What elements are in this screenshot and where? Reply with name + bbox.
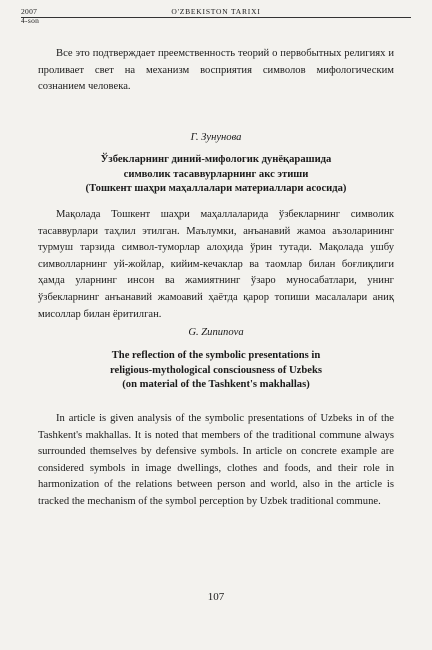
title-uzbek [38, 153, 394, 197]
abstract-uzbek: Мақолада Тошкент шаҳри маҳаллаларида ўзбекларнинг символик тасаввурлари таҳлил этилган. Маълумки, анъанавий жамоа аъзоларининг турмуш тарзида символ-туморлар алоҳида ўрин тутади. Мақолада ушбу символларнинг уй-жойлар, кийим-кечаклар ва таомлар билан боғлиқлиги ҳамда уларнинг инсон ва жамиятнинг ўзаро муносабатлари, унинг ўзбекларнинг анъанавий жамоавий ҳаётда қарор топиши масалалари аниқ мисоллар билан ёритилган. [38, 209, 394, 320]
running-header [21, 7, 411, 31]
header-rule [21, 17, 411, 18]
author-uzbek: Г. Зунунова [190, 132, 242, 143]
title-english [38, 349, 394, 393]
abstract-english: In article is given analysis of the symbolic presentations of Uzbeks in of the Tashkent's makhallas. It is noted that members of the traditional commune always surrounded themselves by defensive symbols. In article on concrete example are considered symbols in image dwellings, clothes and foods, and their role in harmonization of the relations between person and world, also in the article is tracked the mechanism of the symbol perception by Uzbek traditional commune. [38, 413, 394, 507]
title-uzbek-line: (Тошкент шаҳри маҳаллалари материаллари асосида) [85, 183, 347, 195]
header-year: 2007 [21, 7, 38, 16]
title-uzbek-line: Ўзбекларнинг диний-мифологик дунёқарашида [100, 154, 332, 165]
title-english-line: (on material of the Tashkent's makhallas) [122, 379, 310, 391]
author-english: G. Zununova [188, 327, 244, 338]
intro-paragraph: Все это подтверждает преемственность теорий о первобытных религиях и проливает свет на механизм восприятия символов мифологическим сознанием человека. [38, 48, 394, 93]
page-number: 107 [207, 591, 225, 603]
header-issue: 4-son [21, 16, 40, 25]
title-english-line: The reflection of the symbolic presentations in [111, 350, 321, 361]
header-journal-title: O'ZBEKISTON TARIXI [171, 7, 261, 16]
title-uzbek-line: символик тасаввурларнинг акс этиши [123, 168, 309, 180]
title-english-line: religious-mythological consciousness of Uzbeks [110, 364, 322, 376]
